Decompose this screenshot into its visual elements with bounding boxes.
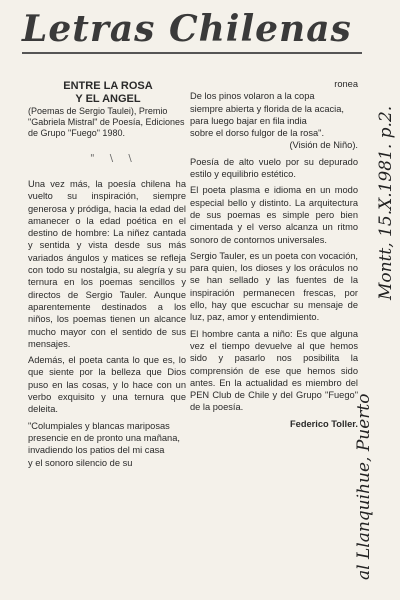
masthead: Letras Chilenas <box>22 8 362 54</box>
poem-line: siempre abierta y florida de la acacia, <box>190 103 344 114</box>
paragraph: Una vez más, la poesía chilena ha vuelto su inspiración, siempre generosa y pródiga, hacia la edad del amanecer o la edad poética en el destino de hombre: La niñez cantada y sentida y vista desde sus más variados ángulos y matices se refleja con todo su nostalgia, su alegría y su ternura en los poemas sencillos y directos de Sergio Tauler. Aunque aparentemente destinados a los niños, los poemas tienen un alcance mucho mayor con el sentido de sus mensajes. <box>28 179 186 349</box>
ornament: " \ \ <box>90 153 138 164</box>
paragraph: El poeta plasma e idioma en un modo especial bello y distinto. La arquitectura de sus poemas es simple pero bien cimentada y el verso alcanza un ritmo sonoro de contornos universales. <box>190 185 358 245</box>
poem-line: para luego bajar en fila india <box>190 115 307 126</box>
poem-line: presencie en de pronto una mañana, <box>28 432 180 443</box>
handwritten-annotation <box>352 70 397 590</box>
headline-line-1: ENTRE LA ROSA <box>63 80 153 92</box>
byline: Federico Toller. <box>289 418 358 429</box>
paragraph: Además, el poeta canta lo que es, lo que siente por la belleza que Dios puso en las cosas, y lo hace con un verbo exquisito y una ternura que deleita. <box>28 355 186 415</box>
poem-line: y el sonoro silencio de su <box>28 457 133 468</box>
paragraph: Poesía de alto vuelo por su depurado estilo y equilibrio estético. <box>190 156 358 180</box>
poem-line: sobre el dorso fulgor de la rosa". <box>190 128 325 139</box>
right-column <box>190 78 358 430</box>
poem-line: ronea <box>334 79 358 89</box>
handwriting-left: al Llanquihue, Puerto <box>354 393 374 580</box>
handwriting-right: Montt, 15.X.1981. p.2. <box>376 105 396 300</box>
paragraph: Sergio Tauler, es un poeta con vocación, para quien, los dioses y los oráculos no se han sellado y las fuentes de la inspiración permanecen frescas, por ello, hay que escuchar su mensaje de luz, paz, amor y entendimiento. <box>190 250 358 323</box>
article-headline <box>38 80 178 106</box>
poem-source: (Visión de Niño). <box>289 140 358 151</box>
publication-note: (Poemas de Sergio Taulei), Premio "Gabriela Mistral" de Poesía, Ediciones de Grupo "Fuego" 1980. <box>28 106 185 138</box>
headline-line-2: Y EL ANGEL <box>75 93 141 105</box>
left-column <box>28 178 186 469</box>
poem-line: De los pinos volaron a la copa <box>190 91 315 102</box>
paragraph: El hombre canta a niño: Es que alguna vez el tiempo devuelve al que hemos sido y pasarlo nos posibilita la comprensión de ese que hemos sido antes. En la actualidad es miembro del PEN Club de Chile y del Grupo "Fuego" de la poesía. <box>190 328 358 413</box>
poem-line: invadiendo los patios del mi casa <box>28 445 165 456</box>
poem-line: "Columpiales y blancas mariposas <box>28 420 170 431</box>
